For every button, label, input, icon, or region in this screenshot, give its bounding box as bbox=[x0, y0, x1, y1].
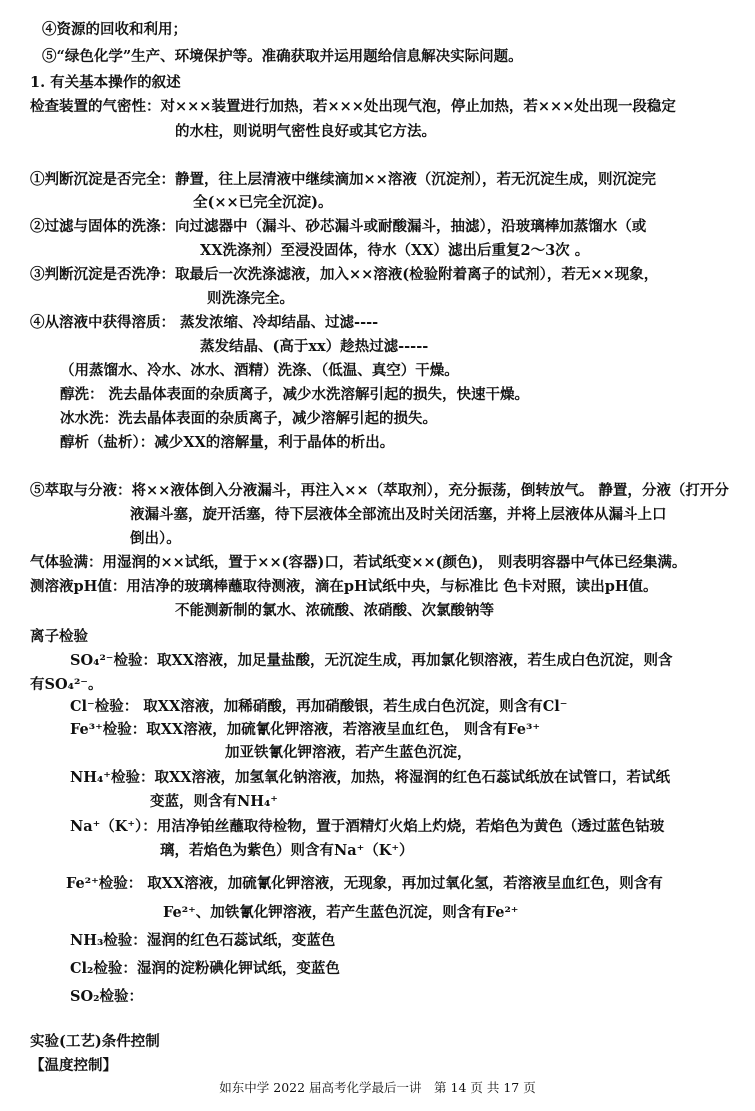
text-line: 离子检验 bbox=[30, 628, 88, 645]
text-line: 倒出）。 bbox=[130, 530, 181, 547]
text-line: 不能测新制的氯水、浓硫酸、浓硝酸、次氯酸钠等 bbox=[175, 602, 494, 619]
text-line: XX洗涤剂）至浸没固体，待水（XX）滤出后重复2～3次 。 bbox=[200, 242, 590, 259]
text-line: 全(××已完全沉淀)。 bbox=[193, 194, 333, 211]
text-line: 蒸发结晶、(高于xx）趁热过滤----- bbox=[200, 338, 429, 355]
text-line: 冰水洗：洗去晶体表面的杂质离子，减少溶解引起的损失。 bbox=[60, 410, 437, 427]
text-line: 检查装置的气密性：对×××装置进行加热，若×××处出现气泡，停止加热，若×××处出现一段稳定 bbox=[30, 98, 676, 115]
text-line: ①判断沉淀是否完全：静置，往上层清液中继续滴加××溶液（沉淀剂），若无沉淀生成，则沉淀完 bbox=[30, 171, 657, 188]
text-line: 醇洗： 洗去晶体表面的杂质离子，减少水洗溶解引起的损失，快速干燥。 bbox=[60, 386, 530, 403]
text-line: SO₄²⁻检验：取XX溶液，加足量盐酸，无沉淀生成，再加氯化钡溶液，若生成白色沉淀，则含 bbox=[70, 652, 673, 669]
text-line: Na⁺（K⁺）：用洁净铂丝蘸取待检物，置于酒精灯火焰上灼烧，若焰色为黄色（透过蓝色钴玻 bbox=[70, 818, 665, 835]
text-line: 加亚铁氰化钾溶液，若产生蓝色沉淀， bbox=[225, 744, 472, 761]
text-line: Fe²⁺、加铁氰化钾溶液，若产生蓝色沉淀，则含有Fe²⁺ bbox=[163, 904, 519, 921]
text-line: 的水柱，则说明气密性良好或其它方法。 bbox=[175, 123, 436, 140]
text-line: 则洗涤完全。 bbox=[207, 290, 294, 307]
text-line: NH₃检验：湿润的红色石蕊试纸，变蓝色 bbox=[70, 932, 336, 949]
text-line: SO₂检验： bbox=[70, 988, 143, 1005]
text-line: 气体验满：用湿润的××试纸，置于××(容器)口，若试纸变××(颜色)， 则表明容器中气体已经集满。 bbox=[30, 554, 687, 571]
text-line: 醇析（盐析）：减少XX的溶解量，利于晶体的析出。 bbox=[60, 434, 395, 451]
text-line: NH₄⁺检验：取XX溶液，加氢氧化钠溶液，加热，将湿润的红色石蕊试纸放在试管口，若试纸 bbox=[70, 769, 670, 786]
text-line: Cl⁻检验： 取XX溶液，加稀硝酸，再加硝酸银，若生成白色沉淀，则含有Cl⁻ bbox=[70, 698, 568, 715]
text-line: Fe²⁺检验： 取XX溶液，加硫氰化钾溶液，无现象，再加过氧化氢，若溶液呈血红色，则含有 bbox=[66, 875, 663, 892]
text-line: Fe³⁺检验：取XX溶液，加硫氰化钾溶液，若溶液呈血红色， 则含有Fe³⁺ bbox=[70, 721, 541, 738]
text-line: 液漏斗塞，旋开活塞，待下层液体全部流出及时关闭活塞，并将上层液体从漏斗上口 bbox=[130, 506, 667, 523]
text-line: 1. 有关基本操作的叙述 bbox=[30, 74, 181, 91]
text-line: Cl₂检验：湿润的淀粉碘化钾试纸，变蓝色 bbox=[70, 960, 340, 977]
text-line: ⑤“绿色化学”生产、环境保护等。准确获取并运用题给信息解决实际问题。 bbox=[42, 48, 523, 65]
text-line: （用蒸馏水、冷水、冰水、酒精）洗涤、（低温、真空）干燥。 bbox=[60, 362, 459, 379]
page-footer: 如东中学 2022 届高考化学最后一讲 第 14 页 共 17 页 bbox=[219, 1080, 536, 1095]
text-line: 【温度控制】 bbox=[30, 1057, 117, 1074]
text-line: ④从溶液中获得溶质： 蒸发浓缩、冷却结晶、过滤---- bbox=[30, 314, 379, 331]
text-line: ⑤萃取与分液：将××液体倒入分液漏斗，再注入××（萃取剂），充分振荡，倒转放气。 静置，分液（打开分 bbox=[30, 482, 729, 499]
text-line: 有SO₄²⁻。 bbox=[30, 676, 103, 693]
text-line: ④资源的回收和利用； bbox=[42, 21, 187, 38]
text-line: ②过滤与固体的洗涤：向过滤器中（漏斗、砂芯漏斗或耐酸漏斗，抽滤），沿玻璃棒加蒸馏水（或 bbox=[30, 218, 647, 235]
text-line: ③判断沉淀是否洗净：取最后一次洗涤滤液，加入××溶液(检验附着离子的试剂），若无××现象， bbox=[30, 266, 659, 283]
text-line: 璃，若焰色为紫色）则含有Na⁺（K⁺） bbox=[160, 842, 414, 859]
text-line: 实验(工艺)条件控制 bbox=[30, 1033, 160, 1050]
text-line: 测溶液pH值：用洁净的玻璃棒蘸取待测液，滴在pH试纸中央，与标准比 色卡对照，读出pH值。 bbox=[30, 578, 658, 595]
text-line: 变蓝，则含有NH₄⁺ bbox=[150, 793, 278, 810]
